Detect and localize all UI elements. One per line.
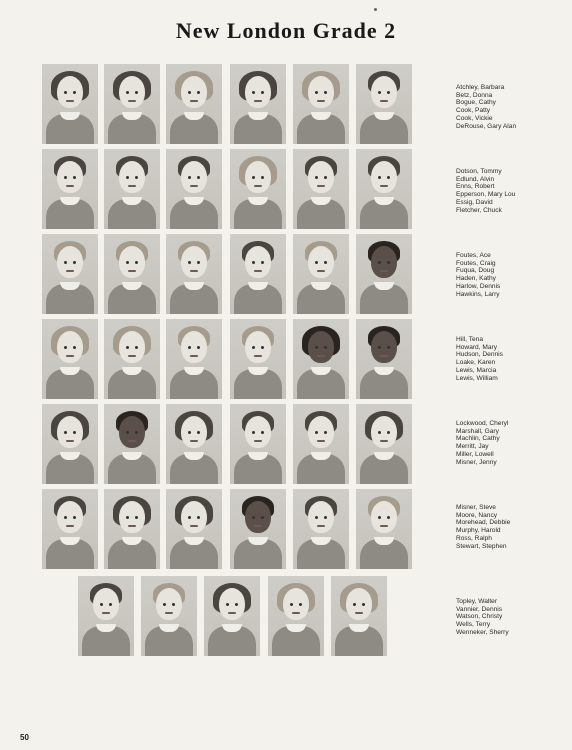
photo-mouth — [254, 270, 262, 272]
photo-head — [57, 76, 83, 108]
student-photo — [42, 149, 98, 229]
photo-mouth — [317, 525, 325, 527]
student-photo — [230, 489, 286, 569]
photo-mouth — [190, 355, 198, 357]
photo-face-mark — [315, 431, 318, 434]
photo-face-mark — [252, 346, 255, 349]
name-list — [456, 168, 515, 214]
photo-face-mark — [378, 431, 381, 434]
student-name: Murphy, Harold — [456, 527, 501, 535]
photo-mouth — [317, 440, 325, 442]
photo-mouth — [317, 270, 325, 272]
photo-mouth — [190, 440, 198, 442]
name-list — [456, 420, 508, 466]
photo-head — [181, 416, 207, 448]
student-photo — [166, 404, 222, 484]
student-name: Foutes, Ace — [456, 252, 491, 259]
photo-face-mark — [252, 431, 255, 434]
photo-face-mark — [64, 91, 67, 94]
photo-head — [181, 331, 207, 363]
photo-mouth — [228, 612, 236, 614]
photo-head — [245, 161, 271, 193]
photo-mouth — [254, 100, 262, 102]
photo-head — [93, 588, 119, 620]
student-photo — [166, 489, 222, 569]
photo-mouth — [128, 525, 136, 527]
photo-head — [308, 161, 334, 193]
student-name: Hawkins, Larry — [456, 290, 500, 298]
student-photo — [104, 489, 160, 569]
photo-face-mark — [315, 346, 318, 349]
student-name: Fletcher, Chuck — [456, 206, 502, 214]
photo-mouth — [128, 185, 136, 187]
student-name: Lewis, Marcia — [456, 366, 497, 374]
photo-head — [181, 246, 207, 278]
student-photo — [104, 149, 160, 229]
student-name: Haden, Kathy — [456, 275, 496, 283]
photo-head — [245, 246, 271, 278]
photo-mouth — [317, 100, 325, 102]
student-photo — [356, 64, 412, 144]
photo-head — [57, 161, 83, 193]
photo-face-mark — [64, 516, 67, 519]
photo-face-mark — [252, 91, 255, 94]
photo-face-mark — [163, 603, 166, 606]
student-name: Misner, Jenny — [456, 458, 497, 466]
photo-head — [245, 76, 271, 108]
student-photo — [104, 234, 160, 314]
photo-mouth — [66, 440, 74, 442]
photo-face-mark — [378, 91, 381, 94]
student-name: Howard, Mary — [456, 343, 498, 351]
photo-mouth — [66, 355, 74, 357]
photo-face-mark — [64, 261, 67, 264]
student-name: Ross, Ralph — [456, 534, 492, 542]
name-list — [456, 252, 500, 298]
student-photo — [293, 319, 349, 399]
photo-head — [308, 501, 334, 533]
photo-mouth — [380, 525, 388, 527]
photo-mouth — [190, 270, 198, 272]
photo-mouth — [380, 355, 388, 357]
student-photo — [293, 404, 349, 484]
photo-head — [283, 588, 309, 620]
print-speck — [374, 8, 377, 11]
student-name: Cook, Patty — [456, 107, 491, 115]
photo-face-mark — [126, 516, 129, 519]
student-photo — [42, 234, 98, 314]
photo-head — [156, 588, 182, 620]
photo-mouth — [254, 185, 262, 187]
photo-face-mark — [100, 603, 103, 606]
student-name: Lockwood, Cheryl — [456, 420, 509, 427]
photo-face-mark — [188, 91, 191, 94]
student-photo — [356, 404, 412, 484]
photo-mouth — [66, 100, 74, 102]
student-name: Hudson, Dennis — [456, 351, 503, 359]
photo-mouth — [380, 100, 388, 102]
photo-mouth — [317, 185, 325, 187]
student-name: Betz, Donna — [456, 91, 493, 99]
photo-face-mark — [315, 176, 318, 179]
student-name: Atchley, Barbara — [456, 84, 505, 91]
student-name: Edlund, Alvin — [456, 175, 495, 183]
student-name: Stewart, Stephen — [456, 542, 507, 550]
student-name: Fuqua, Doug — [456, 267, 495, 275]
photo-mouth — [380, 440, 388, 442]
student-name: Merritt, Jay — [456, 443, 489, 451]
student-name: Moore, Nancy — [456, 511, 498, 519]
photo-head — [181, 76, 207, 108]
photo-head — [181, 161, 207, 193]
photo-face-mark — [378, 346, 381, 349]
student-photo — [166, 64, 222, 144]
student-photo — [293, 149, 349, 229]
photo-face-mark — [290, 603, 293, 606]
photo-mouth — [66, 185, 74, 187]
student-name: Bogue, Cathy — [456, 99, 496, 107]
student-name: Marshall, Gary — [456, 427, 499, 435]
photo-mouth — [190, 185, 198, 187]
student-photo — [104, 319, 160, 399]
student-photo — [230, 404, 286, 484]
student-photo — [78, 576, 134, 656]
student-photo — [230, 64, 286, 144]
photo-mouth — [292, 612, 300, 614]
photo-head — [219, 588, 245, 620]
student-name: Watson, Christy — [456, 613, 503, 621]
photo-head — [57, 246, 83, 278]
photo-head — [119, 76, 145, 108]
student-name: Lewis, William — [456, 374, 498, 382]
name-list — [456, 84, 516, 130]
photo-head — [57, 416, 83, 448]
photo-head — [119, 501, 145, 533]
photo-head — [57, 501, 83, 533]
student-name: Morehead, Debbie — [456, 519, 511, 527]
student-name: Wenneker, Sherry — [456, 628, 509, 636]
photo-head — [371, 76, 397, 108]
photo-face-mark — [378, 176, 381, 179]
student-photo — [141, 576, 197, 656]
photo-face-mark — [188, 431, 191, 434]
student-photo — [230, 319, 286, 399]
photo-head — [181, 501, 207, 533]
photo-face-mark — [126, 91, 129, 94]
photo-head — [371, 501, 397, 533]
photo-head — [245, 416, 271, 448]
photo-mouth — [66, 525, 74, 527]
photo-face-mark — [252, 176, 255, 179]
student-photo — [104, 404, 160, 484]
student-name: Hill, Tena — [456, 336, 483, 343]
photo-face-mark — [378, 516, 381, 519]
student-photo — [42, 489, 98, 569]
photo-face-mark — [188, 176, 191, 179]
photo-face-mark — [64, 176, 67, 179]
student-name: Epperson, Mary Lou — [456, 191, 516, 199]
photo-mouth — [317, 355, 325, 357]
photo-face-mark — [226, 603, 229, 606]
student-name: Topley, Walter — [456, 598, 498, 605]
name-list — [456, 504, 510, 550]
photo-mouth — [128, 355, 136, 357]
photo-mouth — [128, 270, 136, 272]
student-photo — [356, 149, 412, 229]
page-number: 50 — [20, 733, 29, 742]
student-name: Foutes, Craig — [456, 259, 496, 267]
photo-mouth — [254, 525, 262, 527]
student-photo — [166, 234, 222, 314]
photo-head — [57, 331, 83, 363]
photo-head — [245, 331, 271, 363]
student-name: Machlin, Cathy — [456, 435, 500, 443]
student-photo — [104, 64, 160, 144]
photo-mouth — [355, 612, 363, 614]
student-photo — [293, 64, 349, 144]
photo-face-mark — [126, 346, 129, 349]
student-photo — [293, 234, 349, 314]
photo-head — [119, 161, 145, 193]
photo-head — [119, 246, 145, 278]
student-photo — [230, 234, 286, 314]
student-name: Essig, David — [456, 198, 493, 206]
name-list — [456, 336, 503, 382]
student-name: Dotson, Tommy — [456, 168, 502, 175]
photo-head — [371, 331, 397, 363]
photo-head — [308, 416, 334, 448]
photo-mouth — [102, 612, 110, 614]
photo-mouth — [190, 100, 198, 102]
photo-face-mark — [315, 261, 318, 264]
student-photo — [204, 576, 260, 656]
photo-face-mark — [315, 91, 318, 94]
photo-face-mark — [126, 431, 129, 434]
photo-head — [119, 331, 145, 363]
student-photo — [42, 319, 98, 399]
student-photo — [166, 149, 222, 229]
photo-face-mark — [353, 603, 356, 606]
name-list — [456, 598, 509, 637]
student-photo — [293, 489, 349, 569]
photo-head — [308, 76, 334, 108]
photo-head — [119, 416, 145, 448]
photo-mouth — [380, 185, 388, 187]
student-name: Cook, Vickie — [456, 114, 493, 122]
photo-mouth — [254, 355, 262, 357]
photo-mouth — [190, 525, 198, 527]
photo-face-mark — [126, 176, 129, 179]
photo-face-mark — [252, 516, 255, 519]
photo-face-mark — [378, 261, 381, 264]
student-name: DeRouse, Gary Alan — [456, 122, 517, 130]
page-title: New London Grade 2 — [175, 18, 397, 43]
student-photo — [356, 234, 412, 314]
student-photo — [356, 489, 412, 569]
photo-mouth — [380, 270, 388, 272]
student-photo — [268, 576, 324, 656]
student-name: Wells, Terry — [456, 621, 491, 629]
photo-face-mark — [188, 516, 191, 519]
photo-face-mark — [188, 261, 191, 264]
student-photo — [331, 576, 387, 656]
photo-face-mark — [64, 431, 67, 434]
student-photo — [230, 149, 286, 229]
photo-mouth — [165, 612, 173, 614]
photo-head — [346, 588, 372, 620]
student-name: Loake, Karen — [456, 359, 496, 367]
photo-mouth — [254, 440, 262, 442]
student-name: Enns, Robert — [456, 183, 495, 191]
photo-mouth — [128, 100, 136, 102]
student-photo — [356, 319, 412, 399]
photo-face-mark — [188, 346, 191, 349]
student-name: Misner, Steve — [456, 504, 496, 511]
photo-head — [308, 246, 334, 278]
photo-mouth — [66, 270, 74, 272]
photo-head — [371, 161, 397, 193]
photo-head — [245, 501, 271, 533]
student-name: Harlow, Dennis — [456, 282, 501, 290]
student-photo — [42, 404, 98, 484]
student-photo — [42, 64, 98, 144]
student-name: Vannier, Dennis — [456, 605, 503, 613]
photo-face-mark — [126, 261, 129, 264]
photo-head — [371, 416, 397, 448]
student-photo — [166, 319, 222, 399]
photo-head — [308, 331, 334, 363]
photo-face-mark — [64, 346, 67, 349]
photo-face-mark — [315, 516, 318, 519]
photo-face-mark — [252, 261, 255, 264]
student-name: Miller, Lowell — [456, 450, 494, 458]
photo-mouth — [128, 440, 136, 442]
photo-head — [371, 246, 397, 278]
